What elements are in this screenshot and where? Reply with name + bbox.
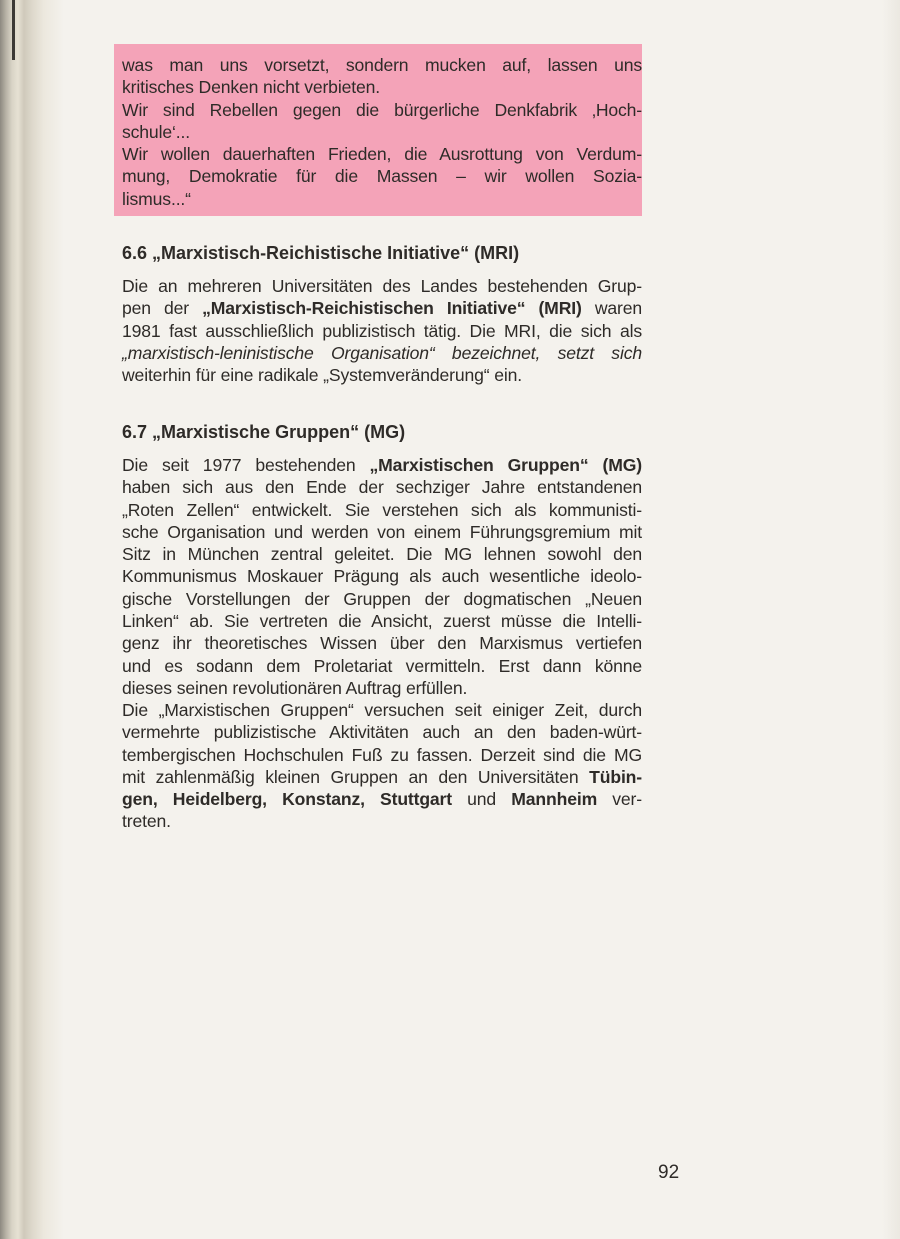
city-name: Tübin- xyxy=(589,766,642,787)
text-line: weiterhin für eine radikale „Systemveränderung“ ein. xyxy=(122,365,522,386)
text-line: Linken“ ab. Sie vertreten die Ansicht, zuerst müsse die Intelli- xyxy=(122,611,642,632)
text-line: „marxistisch-leninistische Organisation“ bezeichnet, setzt sich xyxy=(122,342,642,363)
quote-line: Wir wollen dauerhaften Frieden, die Ausrottung von Verdum- xyxy=(122,144,642,165)
text-run: waren xyxy=(581,298,642,319)
binding-mark xyxy=(12,0,15,60)
text-line: Die „Marxistischen Gruppen“ versuchen seit einiger Zeit, durch xyxy=(122,700,642,720)
text-line xyxy=(122,297,642,319)
text-line: genz ihr theoretisches Wissen über den Marxismus vertiefen xyxy=(122,633,642,654)
page-number: 92 xyxy=(658,1162,680,1183)
text-line: Die an mehreren Universitäten des Landes bestehenden Grup- xyxy=(122,276,642,296)
text-line: haben sich aus den Ende der sechziger Jahre entstandenen xyxy=(122,477,642,498)
city-names: gen, Heidelberg, Konstanz, Stuttgart xyxy=(122,789,452,810)
text-line: 1981 fast ausschließlich publizistisch tätig. Die MRI, die sich als xyxy=(122,320,642,341)
quote-line: lismus...“ xyxy=(122,188,191,209)
text-line: Sitz in München zentral geleitet. Die MG lehnen sowohl den xyxy=(122,544,642,565)
quote-line: kritisches Denken nicht verbieten. xyxy=(122,77,380,98)
quote-line: was man uns vorsetzt, sondern mucken auf, lassen uns xyxy=(122,55,642,75)
text-line: dieses seinen revolutionären Auftrag erfüllen. xyxy=(122,677,468,698)
section-6-6-paragraph xyxy=(122,275,642,386)
text-line: vermehrte publizistische Aktivitäten auch an den baden-würt- xyxy=(122,722,642,743)
text-line: treten. xyxy=(122,811,171,832)
text-line xyxy=(122,766,642,788)
text-line xyxy=(122,788,642,810)
section-6-7-paragraph-1 xyxy=(122,454,642,699)
quote-block xyxy=(122,54,642,210)
text-run: mit zahlenmäßig kleinen Gruppen an den Universitäten xyxy=(122,766,590,787)
organisation-name: „Marxistisch-Reichistischen Initiative“ (MRI) xyxy=(202,298,582,319)
book-binding-shadow xyxy=(0,0,64,1239)
section-6-7-paragraph-2 xyxy=(122,699,642,833)
text-line: tembergischen Hochschulen Fuß zu fassen. Derzeit sind die MG xyxy=(122,744,642,765)
city-name: Mannheim xyxy=(511,789,598,810)
text-run: ver- xyxy=(597,789,642,810)
quote-line: Wir sind Rebellen gegen die bürgerliche Denkfabrik ‚Hoch- xyxy=(122,99,642,120)
text-line: und es sodann dem Proletariat vermitteln. Erst dann könne xyxy=(122,655,642,676)
section-6-7-heading: 6.7 „Marxistische Gruppen“ (MG) xyxy=(122,422,406,442)
quote-line: mung, Demokratie für die Massen – wir wollen Sozia- xyxy=(122,166,642,187)
page-edge xyxy=(882,0,900,1239)
text-line: „Roten Zellen“ entwickelt. Sie verstehen sich als kommunisti- xyxy=(122,499,642,520)
text-line: Kommunismus Moskauer Prägung als auch wesentliche ideolo- xyxy=(122,566,642,587)
quote-line: schule‘... xyxy=(122,121,190,142)
text-run: Die seit 1977 bestehenden xyxy=(122,455,370,475)
text-line: sche Organisation und werden von einem Führungsgremium mit xyxy=(122,521,642,542)
text-line xyxy=(122,454,642,476)
section-6-6-heading: 6.6 „Marxistisch-Reichistische Initiative“ (MRI) xyxy=(122,243,520,263)
organisation-name: „Marxistischen Gruppen“ (MG) xyxy=(369,455,643,475)
text-run: pen der xyxy=(122,298,203,319)
text-line: gische Vorstellungen der Gruppen der dogmatischen „Neuen xyxy=(122,588,642,609)
text-run: und xyxy=(451,789,512,810)
